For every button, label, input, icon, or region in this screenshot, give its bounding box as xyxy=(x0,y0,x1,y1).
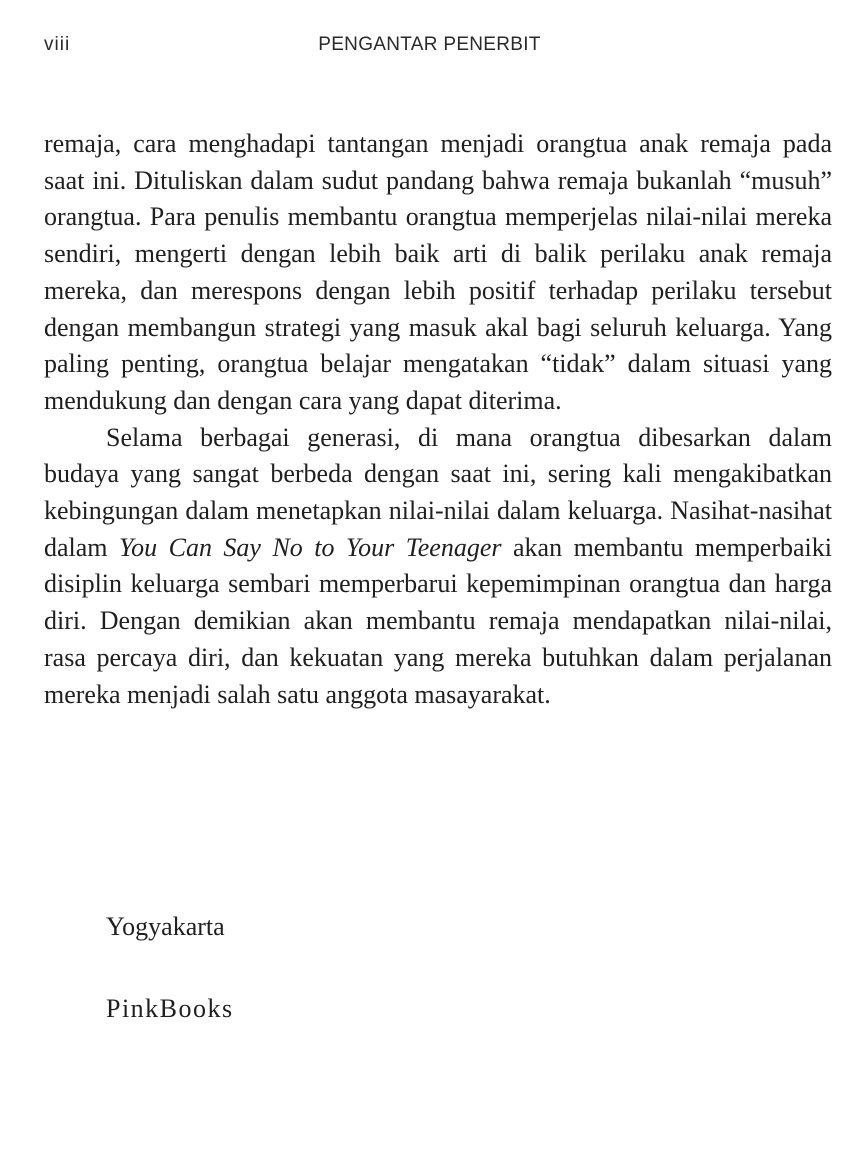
paragraph-1: remaja, cara menghadapi tantangan menjadi orangtua anak remaja pada saat ini. Dituliskan dalam sudut pandang bahwa remaja bukanlah “musuh” orangtua. Para penulis membantu orangtua memperjelas nilai-nilai mereka sendiri, mengerti dengan lebih baik arti di balik perilaku anak remaja mereka, dan merespons dengan lebih positif terhadap perilaku tersebut dengan membangun strategi yang masuk akal bagi seluruh keluarga. Yang paling penting, orangtua belajar mengatakan “tidak” dalam situasi yang mendukung dan dengan cara yang dapat diterima. xyxy=(44,129,832,415)
signature-publisher: PinkBooks xyxy=(106,994,234,1023)
paragraph-2-start: Selama berbagai generasi, di mana orangtua dibesarkan dalam budaya yang sangat berbeda dengan saat ini, sering kali mengakibatkan kebingungan dalam menetapkan nilai-nilai dalam keluarga. Nasihat-nasihat dalam xyxy=(44,422,832,562)
paragraph-2-end: akan membantu memperbaiki disiplin keluarga sembari memperbarui kepemimpinan orangtua dan harga diri. Dengan demikian akan membantu remaja mendapatkan nilai-nilai, rasa percaya diri, dan kekuatan yang mereka butuhkan dalam perjalanan mereka menjadi salah satu anggota masayarakat. xyxy=(44,532,832,709)
book-title: You Can Say No to Your Teenager xyxy=(119,532,502,562)
page-number: viii xyxy=(44,34,71,55)
signature-place: Yogyakarta xyxy=(106,912,225,941)
body-text xyxy=(44,126,832,713)
running-header xyxy=(44,34,815,58)
chapter-title: PENGANTAR PENERBIT xyxy=(318,34,541,55)
paragraph-2 xyxy=(44,420,832,714)
